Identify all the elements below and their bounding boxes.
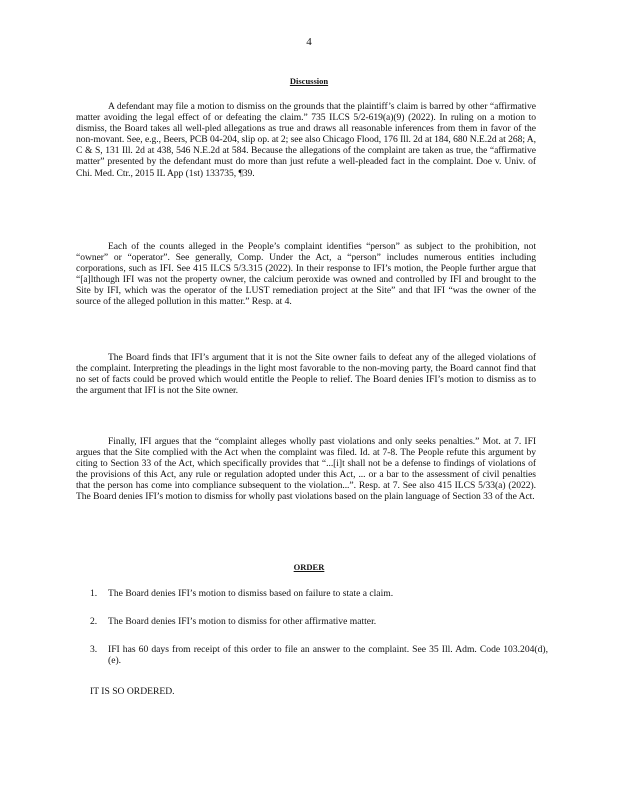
- closing-statement: IT IS SO ORDERED.: [90, 686, 175, 697]
- list-item: [90, 644, 548, 666]
- list-item: [90, 616, 548, 627]
- paragraph-past-violations: [76, 436, 536, 503]
- list-item-text: IFI has 60 days from receipt of this order to file an answer to the complaint. See 35 Ill. Adm. Code 103.204(d), (e).: [108, 644, 548, 667]
- list-item-number: 2.: [90, 616, 98, 627]
- order-heading-text: ORDER: [293, 562, 325, 572]
- list-item-number: 3.: [90, 644, 98, 655]
- order-heading: [0, 562, 618, 572]
- list-item-number: 1.: [90, 588, 98, 599]
- paragraph-board-finding: [76, 352, 536, 396]
- list-item-text: The Board denies IFI’s motion to dismiss based on failure to state a claim.: [108, 588, 394, 599]
- paragraph-text: A defendant may file a motion to dismiss on the grounds that the plaintiff’s claim is barred by other “affirmative matter avoiding the legal effect of or defeating the claim.” 735 ILCS 5/2-619(a)(9) (2022). In ruling on a motion to dismiss, the Board takes all well-pled allegations as true and draws all reasonable inferences from them in favor of the non-movant. See, e.g., Beers, PCB 04-204, slip op. at 2; see also Chicago Flood, 176 Ill. 2d at 184, 680 N.E.2d at 268; A, C & S, 131 Ill. 2d at 438, 546 N.E.2d at 584. Because the allegations of the complaint are taken as true, the “affirmative matter” presented by the defendant must do more than just refute a well-pleaded fact in the complaint. Doe v. Univ. of Chi. Med. Ctr., 2015 IL App (1st) 133735, ¶39.: [76, 101, 536, 179]
- paragraph-person-definition: [76, 241, 536, 308]
- paragraph-text: Each of the counts alleged in the People’s complaint identifies “person” as subject to the prohibition, not “owner” or “operator”. See generally, Comp. Under the Act, a “person” includes numerous entities including corporations, such as IFI. See 415 ILCS 5/3.315 (2022). In their response to IFI’s motion, the People further argue that “[a]lthough IFI was not the property owner, the calcium peroxide was owned and controlled by IFI and brought to the Site by IFI, which was the operator of the LUST remediation project at the Site” and that IFI “was the owner of the source of the alleged pollution in this matter.” Resp. at 4.: [76, 241, 536, 308]
- paragraph-text: Finally, IFI argues that the “complaint alleges wholly past violations and only seeks penalties.” Mot. at 7. IFI argues that the Site complied with the Act when the complaint was filed. Id. at 7-8. The People refute this argument by citing to Section 33 of the Act, which specifically provides that “...[i]t shall not be a defense to findings of violations of the provisions of this Act, any rule or regulation adopted under this Act, ... or a bar to the assessment of civil penalties that the person has come into compliance subsequent to the violation...”. Resp. at 7. See also 415 ILCS 5/33(a) (2022). The Board denies IFI’s motion to dismiss for wholly past violations based on the plain language of Section 33 of the Act.: [76, 436, 536, 503]
- list-item: [90, 588, 548, 599]
- discussion-heading: [0, 76, 618, 86]
- paragraph-motion-standard: [76, 101, 536, 179]
- list-item-text: The Board denies IFI’s motion to dismiss for other affirmative matter.: [108, 616, 377, 627]
- paragraph-text: The Board finds that IFI’s argument that it is not the Site owner fails to defeat any of the alleged violations of the complaint. Interpreting the pleadings in the light most favorable to the non-moving party, the Board cannot find that no set of facts could be proved which would entitle the People to relief. The Board denies IFI’s motion to dismiss as to the argument that IFI is not the Site owner.: [76, 352, 536, 397]
- page-number: 4: [306, 36, 312, 48]
- discussion-heading-text: Discussion: [289, 76, 329, 86]
